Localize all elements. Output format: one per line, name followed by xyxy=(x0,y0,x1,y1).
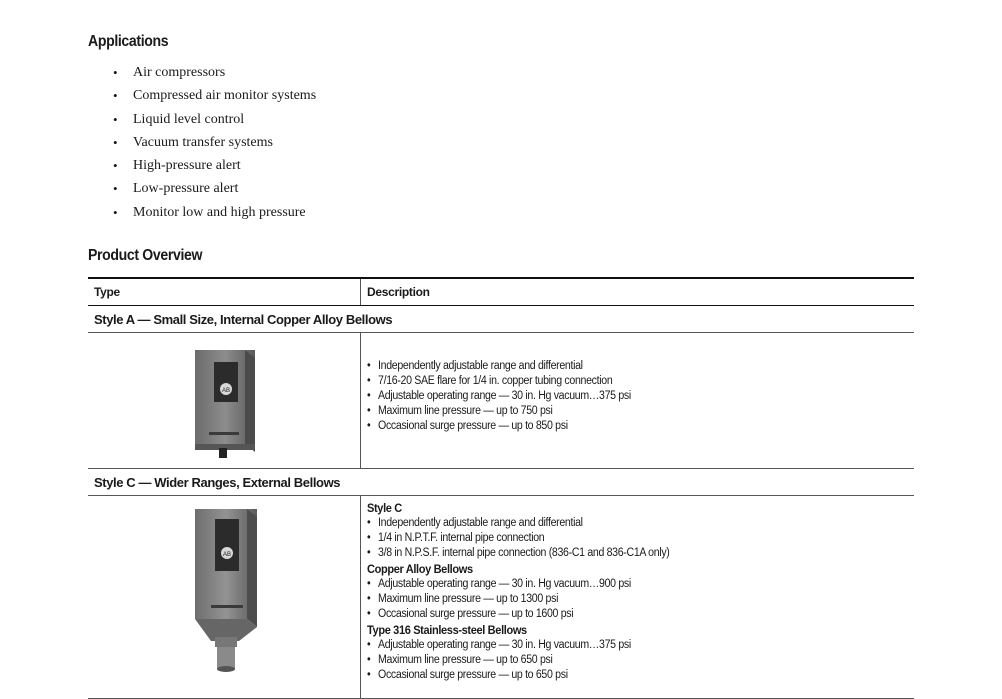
list-item: • Compressed air monitor systems xyxy=(88,86,316,109)
list-item: • High-pressure alert xyxy=(88,156,316,179)
product-overview-heading: Product Overview xyxy=(88,247,203,264)
style-c-pressure-switch-image xyxy=(181,505,271,675)
type-column-header: Type xyxy=(88,278,361,306)
list-item: • Vacuum transfer systems xyxy=(88,133,316,156)
list-item: • Independently adjustable range and differential xyxy=(367,359,865,374)
list-item: • Adjustable operating range — 30 in. Hg vacuum…375 psi xyxy=(367,389,865,404)
svg-text:AB: AB xyxy=(221,388,231,394)
list-item: • Monitor low and high pressure xyxy=(88,203,316,226)
copper-alloy-bullets xyxy=(367,577,908,622)
list-item: • Liquid level control xyxy=(88,110,316,133)
description-column-header: Description xyxy=(361,278,915,306)
list-item: • Maximum line pressure — up to 750 psi xyxy=(367,404,865,419)
style-c-image-cell xyxy=(88,496,361,699)
table-row xyxy=(88,496,914,699)
style-c-description xyxy=(361,496,915,699)
style-c-bullets xyxy=(367,516,908,561)
list-item: • Independently adjustable range and differential xyxy=(367,516,865,531)
style-a-title-row xyxy=(88,306,914,333)
style-a-bullets xyxy=(367,359,908,434)
style-c-subheading: Style C xyxy=(367,501,402,515)
list-item: • 7/16-20 SAE flare for 1/4 in. copper tubing connection xyxy=(367,374,865,389)
applications-list xyxy=(88,63,316,226)
style-a-pressure-switch-image xyxy=(181,344,271,462)
style-a-image-cell xyxy=(88,333,361,469)
style-a-description xyxy=(361,333,915,469)
stainless-steel-subheading: Type 316 Stainless-steel Bellows xyxy=(367,623,527,637)
list-item: • Adjustable operating range — 30 in. Hg vacuum…900 psi xyxy=(367,577,865,592)
list-item: • 3/8 in N.P.S.F. internal pipe connection (836-C1 and 836-C1A only) xyxy=(367,546,865,561)
style-a-title: Style A — Small Size, Internal Copper Alloy Bellows xyxy=(88,306,914,333)
copper-alloy-subheading: Copper Alloy Bellows xyxy=(367,562,473,576)
stainless-steel-bullets xyxy=(367,638,908,683)
list-item: • Adjustable operating range — 30 in. Hg vacuum…375 psi xyxy=(367,638,865,653)
list-item: • Occasional surge pressure — up to 1600 psi xyxy=(367,607,865,622)
applications-heading: Applications xyxy=(88,33,169,50)
product-overview-table xyxy=(88,277,914,699)
list-item: • Occasional surge pressure — up to 650 psi xyxy=(367,668,865,683)
list-item: • Low-pressure alert xyxy=(88,179,316,202)
svg-text:AB: AB xyxy=(222,552,232,558)
table-row xyxy=(88,333,914,469)
list-item: • Occasional surge pressure — up to 850 psi xyxy=(367,419,865,434)
style-c-title-row xyxy=(88,469,914,496)
style-c-title: Style C — Wider Ranges, External Bellows xyxy=(88,469,914,496)
table-header-row xyxy=(88,278,914,306)
list-item: • Maximum line pressure — up to 650 psi xyxy=(367,653,865,668)
list-item: • 1/4 in N.P.T.F. internal pipe connection xyxy=(367,531,865,546)
list-item: • Air compressors xyxy=(88,63,316,86)
list-item: • Maximum line pressure — up to 1300 psi xyxy=(367,592,865,607)
